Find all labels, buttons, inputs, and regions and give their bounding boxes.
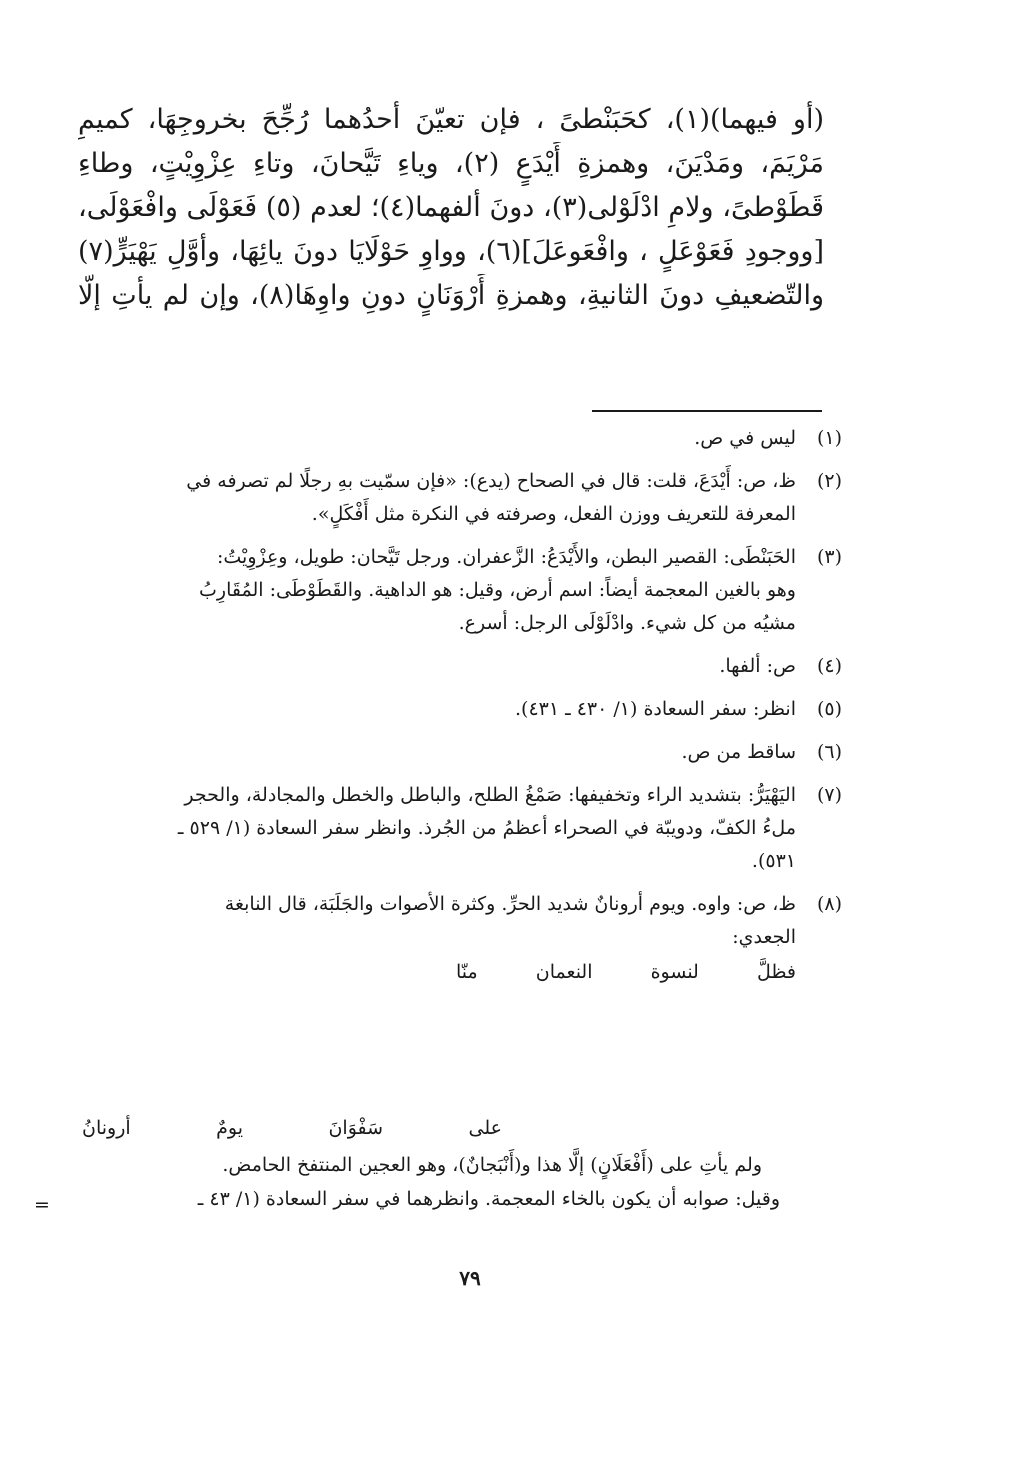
main-line-2: مَرْيَمَ، ومَدْيَنَ، وهمزةِ أَيْدَعٍ (٢)، وياءِ تَيَّحانَ، وتاءِ عِزْوِيْتٍ، وطاءِ <box>78 148 824 179</box>
continuation-line-2: وقيل: صوابه أن يكون بالخاء المعجمة. وانظرهما في سفر السعادة (١/ ٤٣ ـ <box>197 1188 780 1210</box>
footnote-number: (٥) <box>816 698 842 720</box>
main-line-5: والتّضعيفِ دونَ الثانيةِ، وهمزةِ أَرْوَنَانٍ دونِ واوِهَا(٨)، وإن لم يأتِ إلَّا <box>78 280 824 311</box>
footnote-line: ظ، ص: واوه. ويوم أرونانٌ شديد الحرِّ. وكثرة الأصوات والجَلَبَة، قال النابغة <box>224 893 796 915</box>
verse-second-hemistich: على سَفْوَانَ يومٌ أرونانُ <box>82 1117 502 1139</box>
footnote-number: (٦) <box>816 741 842 763</box>
continuation-line-1: ولم يأتِ على (أَفْعَلَانٍ) إلَّا هذا و(أَنْبَجانٌ)، وهو العجين المنتفخ الحامض. <box>222 1154 762 1176</box>
footnote-number: (٣) <box>816 546 842 568</box>
footnote-1 <box>82 422 842 455</box>
footnote-number: (٤) <box>816 655 842 677</box>
footnote-line: ملءُ الكفّ، ودويبّة في الصحراء أعظمُ من الجُرذ. وانظر سفر السعادة (١/ ٥٢٩ ـ <box>177 817 796 839</box>
footnote-line: انظر: سفر السعادة (١/ ٤٣٠ ـ ٤٣١). <box>514 698 796 720</box>
footnote-line: الجعدي: <box>732 926 796 948</box>
footnote-8 <box>82 888 842 989</box>
footnote-number: (١) <box>816 427 842 449</box>
footnote-number: (٨) <box>816 893 842 915</box>
footnote-line: وهو بالغين المعجمة أيضاً: اسم أرض، وقيل: هو الداهية. والقَطَوْطَى: المُقَارِبُ <box>199 579 796 601</box>
footnote-text <box>82 888 796 989</box>
footnote-2 <box>82 465 842 531</box>
footnote-line: الحَبَنْطَى: القصير البطن، والأَيْدَعُ: الزَّعفران. ورجل تَيَّحان: طويل، وعِزْوِيْتُ: <box>216 546 796 568</box>
footnote-number: (٢) <box>816 470 842 492</box>
verse-first-hemistich: فظلَّ لنسوة النعمان منّا <box>456 961 796 983</box>
footnote-text <box>82 736 796 769</box>
footnote-7 <box>82 779 842 878</box>
footnote-text <box>82 693 796 726</box>
footnote-6 <box>82 736 842 769</box>
footnote-line: ليس في ص. <box>694 427 796 449</box>
footnote-line: المعرفة للتعريف ووزن الفعل، وصرفته في النكرة مثل أَفْكَلٍ». <box>311 503 796 525</box>
footnote-separator <box>592 410 822 412</box>
footnote-3 <box>82 541 842 640</box>
main-line-3: قَطَوْطىً، ولامِ ادْلَوْلى(٣)، دونَ ألفهما(٤)؛ لعدم (٥) فَعَوْلَى وافْعَوْلَى، <box>78 192 824 223</box>
main-line-1: (أو فيهما)(١)، كحَبَنْطىً ، فإن تعيّنَ أحدُهما رُجِّحَ بخروجِهَا، كميمِ <box>78 104 824 135</box>
footnote-text <box>82 465 796 531</box>
footnote-text <box>82 422 796 455</box>
page-number: ٧٩ <box>459 1266 481 1290</box>
footnote-text <box>82 779 796 878</box>
footnotes <box>82 422 842 1139</box>
footnote-line: مشيُه من كل شيء. وادْلَوْلَى الرجل: أسرع. <box>458 612 796 634</box>
footnote-continuation <box>30 1148 780 1216</box>
main-text <box>78 98 824 318</box>
footnote-text <box>82 650 796 683</box>
footnote-line: ساقط من ص. <box>681 741 796 763</box>
footnote-line: اليَهْيَرُّ: بتشديد الراء وتخفيفها: صَمْغُ الطلح، والباطل والخطل والمجادلة، والحجر <box>184 784 796 806</box>
main-line-4: [ووجودِ فَعَوْعَلٍ ، وافْعَوعَلَ](٦)، وواوِ حَوْلَايَا دونَ يائِهَا، وأوَّلِ يَهْيَرٍّ(٧) <box>78 236 824 267</box>
footnote-line: ظ، ص: أَيْدَعَ، قلت: قال في الصحاح (يدع): «فإن سمّيت بهِ رجلًا لم تصرفه في <box>186 470 796 492</box>
footnote-line: ص: ألفها. <box>719 655 796 677</box>
footnote-4 <box>82 650 842 683</box>
footnote-line: ٥٣١). <box>751 850 796 872</box>
footnote-number: (٧) <box>816 784 842 806</box>
footnote-5 <box>82 693 842 726</box>
continuation-mark: = <box>34 1194 50 1216</box>
footnote-text <box>82 541 796 640</box>
